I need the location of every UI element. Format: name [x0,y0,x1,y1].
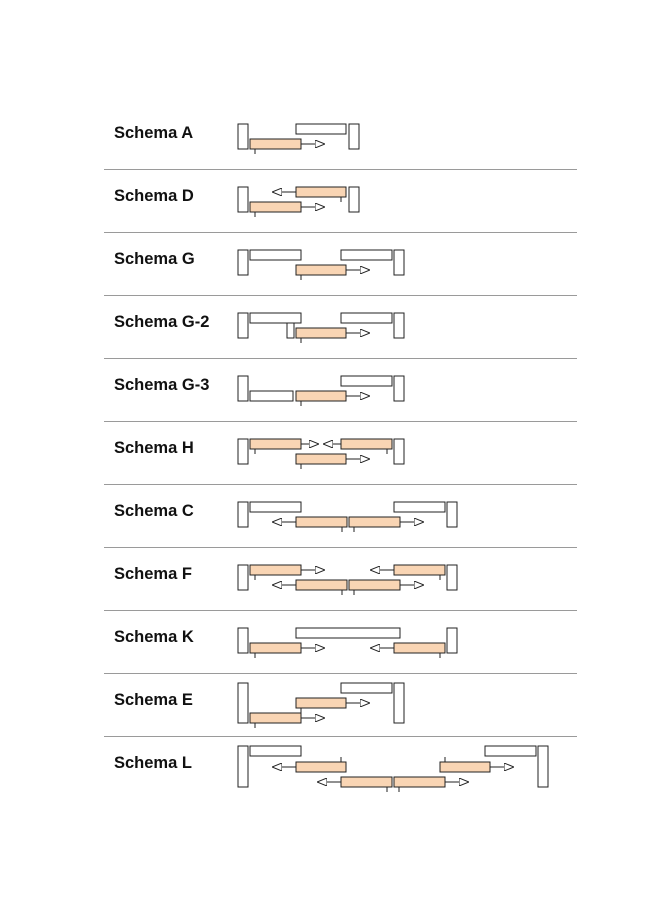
sliding-panel [250,439,301,449]
schema-label-c: Schema C [114,502,194,520]
wall-jamb [394,376,404,401]
sliding-panel [394,777,445,787]
wall-jamb [447,565,457,590]
fixed-panel [250,313,301,323]
schema-label-g-2: Schema G-2 [114,313,210,331]
wall-jamb [447,628,457,653]
sliding-panel [250,643,301,653]
wall-jamb [394,250,404,275]
fixed-panel [296,124,346,134]
schema-label-k: Schema K [114,628,194,646]
wall-jamb [394,683,404,723]
sliding-panel [296,187,346,197]
wall-jamb [238,124,248,149]
schema-label-d: Schema D [114,187,194,205]
sliding-panel [296,454,346,464]
wall-jamb [394,313,404,338]
fixed-panel [250,746,301,756]
schema-label-g: Schema G [114,250,195,268]
sliding-panel [250,565,301,575]
wall-jamb [238,502,248,527]
wall-jamb [349,124,359,149]
wall-jamb [447,502,457,527]
fixed-panel [341,250,392,260]
fixed-panel [341,683,392,693]
wall-jamb [238,683,248,723]
schema-label-a: Schema A [114,124,194,142]
sliding-panel [296,517,347,527]
fixed-panel [394,502,445,512]
wall-jamb [538,746,548,787]
sliding-panel [296,391,346,401]
wall-jamb [238,439,248,464]
sliding-panel [296,762,346,772]
sliding-panel [349,517,400,527]
fixed-panel [250,391,293,401]
fixed-panel [341,376,392,386]
sliding-panel [296,698,346,708]
sliding-panel [440,762,490,772]
sliding-panel [250,713,301,723]
sliding-panel [341,439,392,449]
sliding-panel [250,139,301,149]
schema-label-h: Schema H [114,439,194,457]
schema-label-e: Schema E [114,691,193,709]
schema-label-g-3: Schema G-3 [114,376,210,394]
schema-label-f: Schema F [114,565,192,583]
sliding-panel [296,265,346,275]
wall-jamb [394,439,404,464]
wall-jamb [238,746,248,787]
wall-jamb [238,565,248,590]
wall-jamb [349,187,359,212]
sliding-panel [296,328,346,338]
fixed-panel [341,313,392,323]
sliding-panel [394,565,445,575]
fixed-panel [250,502,301,512]
wall-jamb [238,250,248,275]
sliding-panel [349,580,400,590]
door-stop-jamb [287,323,294,338]
fixed-panel [250,250,301,260]
sliding-panel [394,643,445,653]
wall-jamb [238,376,248,401]
wall-jamb [238,628,248,653]
wall-jamb [238,187,248,212]
schema-label-l: Schema L [114,754,192,772]
sliding-panel [341,777,392,787]
sliding-panel [250,202,301,212]
fixed-panel [296,628,400,638]
wall-jamb [238,313,248,338]
sliding-panel [296,580,347,590]
fixed-panel [485,746,536,756]
